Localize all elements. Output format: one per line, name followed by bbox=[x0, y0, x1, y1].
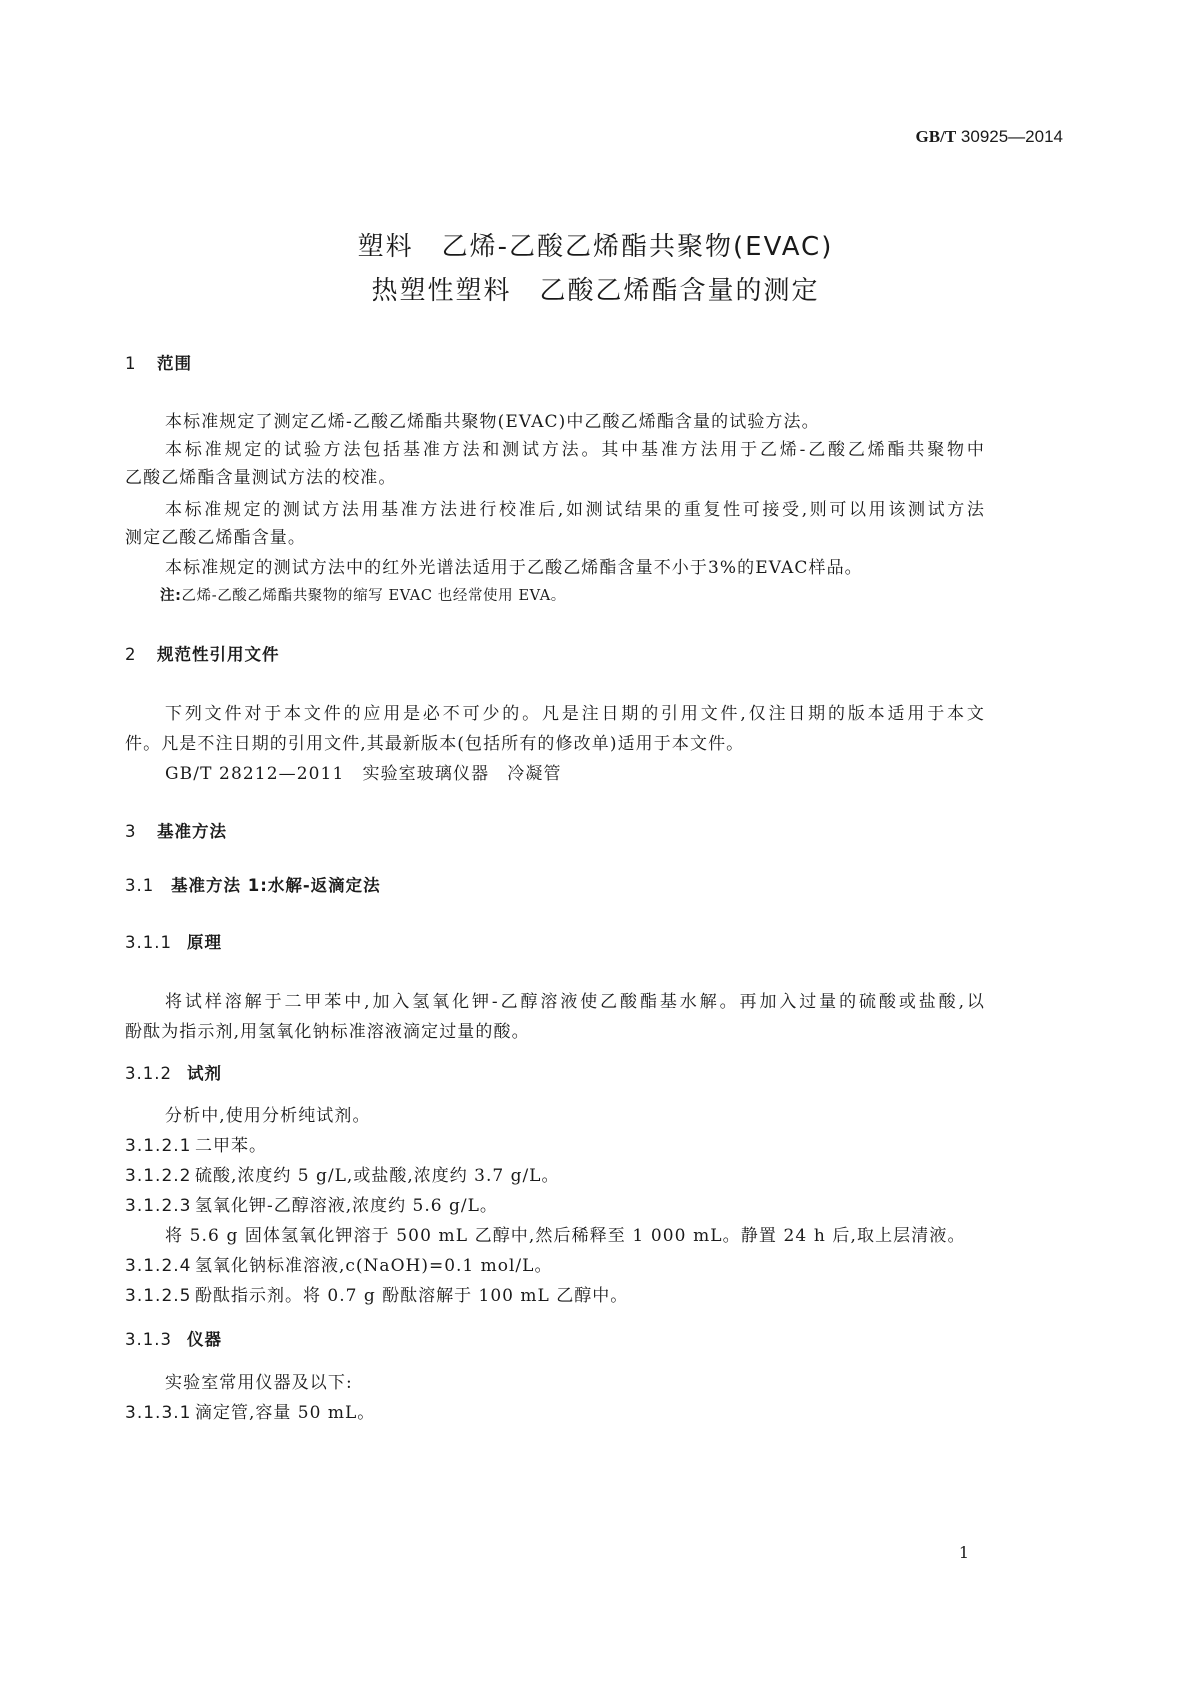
standard-code-number: 30925—2014 bbox=[960, 127, 1063, 146]
note-text: 乙烯-乙酸乙烯酯共聚物的缩写 EVAC 也经常使用 EVA。 bbox=[181, 588, 566, 604]
paragraph-continuation: 件。凡是不注日期的引用文件,其最新版本(包括所有的修改单)适用于本文件。 bbox=[125, 734, 745, 754]
document-title-line-1: 塑料 乙烯-乙酸乙烯酯共聚物(EVAC) bbox=[357, 232, 834, 262]
paragraph: 将试样溶解于二甲苯中,加入氢氧化钾-乙醇溶液使乙酸酯基水解。再加入过量的硫酸或盐酸,以 bbox=[165, 992, 985, 1012]
clause-3-1-2-1 bbox=[125, 1131, 267, 1156]
paragraph: 本标准规定的测试方法用基准方法进行校准后,如测试结果的重复性可接受,则可以用该测试方法 bbox=[165, 500, 985, 520]
paragraph: 分析中,使用分析纯试剂。 bbox=[165, 1106, 371, 1126]
clause-number: 3.1.2.5 bbox=[125, 1286, 192, 1306]
section-title: 基准方法 1:水解-返滴定法 bbox=[171, 876, 381, 895]
clause-3-1-3-1 bbox=[125, 1398, 375, 1423]
clause-number: 3.1.2.1 bbox=[125, 1136, 192, 1156]
section-title: 规范性引用文件 bbox=[157, 645, 280, 664]
paragraph-continuation: 乙酸乙烯酯含量测试方法的校准。 bbox=[125, 468, 397, 488]
section-number: 3 bbox=[125, 822, 137, 841]
clause-text: 氢氧化钠标准溶液,c(NaOH)=0.1 mol/L。 bbox=[195, 1256, 553, 1276]
clause-3-1-2-5 bbox=[125, 1281, 628, 1306]
standard-code-prefix: GB/T bbox=[915, 127, 957, 146]
section-title: 仪器 bbox=[187, 1330, 222, 1349]
section-title: 范围 bbox=[157, 354, 192, 373]
section-number: 3.1.1 bbox=[125, 933, 172, 952]
clause-text: 酚酞指示剂。将 0.7 g 酚酞溶解于 100 mL 乙醇中。 bbox=[195, 1286, 629, 1306]
note bbox=[160, 584, 566, 605]
paragraph: 本标准规定了测定乙烯-乙酸乙烯酯共聚物(EVAC)中乙酸乙烯酯含量的试验方法。 bbox=[165, 412, 820, 432]
clause-3-1-2-2 bbox=[125, 1161, 559, 1186]
clause-3-1-2-3 bbox=[125, 1191, 498, 1216]
section-3-1-2-heading bbox=[125, 1060, 222, 1084]
section-number: 2 bbox=[125, 645, 137, 664]
clause-number: 3.1.2.3 bbox=[125, 1196, 192, 1216]
section-2-heading bbox=[125, 641, 280, 665]
clause-text: 氢氧化钾-乙醇溶液,浓度约 5.6 g/L。 bbox=[195, 1196, 498, 1216]
paragraph: 本标准规定的测试方法中的红外光谱法适用于乙酸乙烯酯含量不小于3%的EVAC样品。 bbox=[165, 558, 863, 578]
document-title-line-2: 热塑性塑料 乙酸乙烯酯含量的测定 bbox=[371, 276, 820, 306]
paragraph: 实验室常用仪器及以下: bbox=[165, 1373, 353, 1393]
section-number: 1 bbox=[125, 354, 137, 373]
clause-number: 3.1.3.1 bbox=[125, 1403, 192, 1423]
section-title: 基准方法 bbox=[157, 822, 227, 841]
page-number: 1 bbox=[958, 1543, 969, 1562]
clause-text: 滴定管,容量 50 mL。 bbox=[195, 1403, 376, 1423]
clause-3-1-2-4 bbox=[125, 1251, 552, 1276]
section-title: 原理 bbox=[187, 933, 222, 952]
paragraph: 下列文件对于本文件的应用是必不可少的。凡是注日期的引用文件,仅注日期的版本适用于本文 bbox=[165, 704, 985, 724]
paragraph-continuation: 测定乙酸乙烯酯含量。 bbox=[125, 528, 306, 548]
paragraph: 本标准规定的试验方法包括基准方法和测试方法。其中基准方法用于乙烯-乙酸乙烯酯共聚物中 bbox=[165, 440, 985, 460]
clause-detail: 将 5.6 g 固体氢氧化钾溶于 500 mL 乙醇中,然后稀释至 1 000 mL。静置 24 h 后,取上层清液。 bbox=[165, 1226, 966, 1246]
normative-reference: GB/T 28212—2011 实验室玻璃仪器 冷凝管 bbox=[165, 764, 562, 784]
clause-number: 3.1.2.2 bbox=[125, 1166, 192, 1186]
clause-text: 二甲苯。 bbox=[195, 1136, 267, 1156]
note-label: 注: bbox=[160, 588, 182, 604]
section-3-1-3-heading bbox=[125, 1326, 222, 1350]
section-3-heading bbox=[125, 818, 227, 842]
clause-text: 硫酸,浓度约 5 g/L,或盐酸,浓度约 3.7 g/L。 bbox=[195, 1166, 560, 1186]
clause-number: 3.1.2.4 bbox=[125, 1256, 192, 1276]
section-title: 试剂 bbox=[187, 1064, 222, 1083]
standard-code bbox=[916, 127, 1063, 147]
section-3-1-1-heading bbox=[125, 929, 222, 953]
section-number: 3.1 bbox=[125, 876, 155, 895]
section-number: 3.1.2 bbox=[125, 1064, 172, 1083]
paragraph-continuation: 酚酞为指示剂,用氢氧化钠标准溶液滴定过量的酸。 bbox=[125, 1022, 530, 1042]
section-1-heading bbox=[125, 350, 192, 374]
section-3-1-heading bbox=[125, 872, 381, 896]
section-number: 3.1.3 bbox=[125, 1330, 172, 1349]
